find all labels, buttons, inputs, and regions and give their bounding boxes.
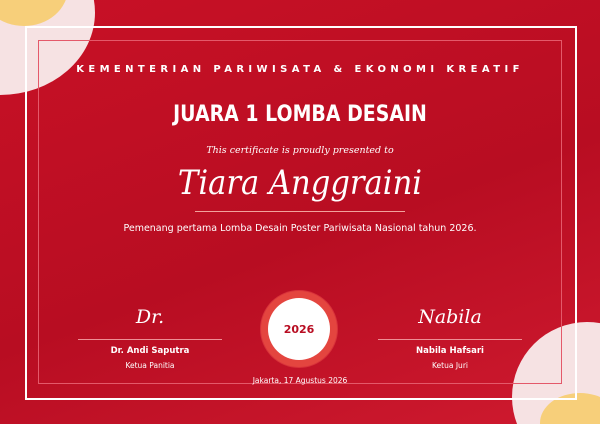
signature-line-left: [78, 339, 222, 340]
recipient-name: Tiara Anggraini: [177, 163, 423, 203]
signatory-name-right: Nabila Hafsari: [416, 346, 484, 356]
seal: [261, 291, 337, 367]
signature-line-right: [378, 339, 522, 340]
signature-left: Dr.: [135, 306, 165, 328]
award-description: Pemenang pertama Lomba Desain Poster Pariwisata Nasional tahun 2026.: [123, 223, 477, 234]
signature-right: Nabila: [418, 306, 482, 328]
signatory-role-left: Ketua Panitia: [125, 361, 175, 370]
ministry-heading: KEMENTERIAN PARIWISATA & EKONOMI KREATIF: [76, 64, 524, 75]
presented-to-text: This certificate is proudly presented to: [206, 145, 394, 156]
place-and-date: Jakarta, 17 Agustus 2026: [252, 376, 348, 385]
signatory-role-right: Ketua Juri: [432, 361, 468, 370]
recipient-underline: [195, 211, 405, 212]
seal-year: 2026: [268, 298, 330, 360]
certificate-title: JUARA 1 LOMBA DESAIN: [173, 102, 427, 127]
signatory-name-left: Dr. Andi Saputra: [110, 346, 190, 356]
